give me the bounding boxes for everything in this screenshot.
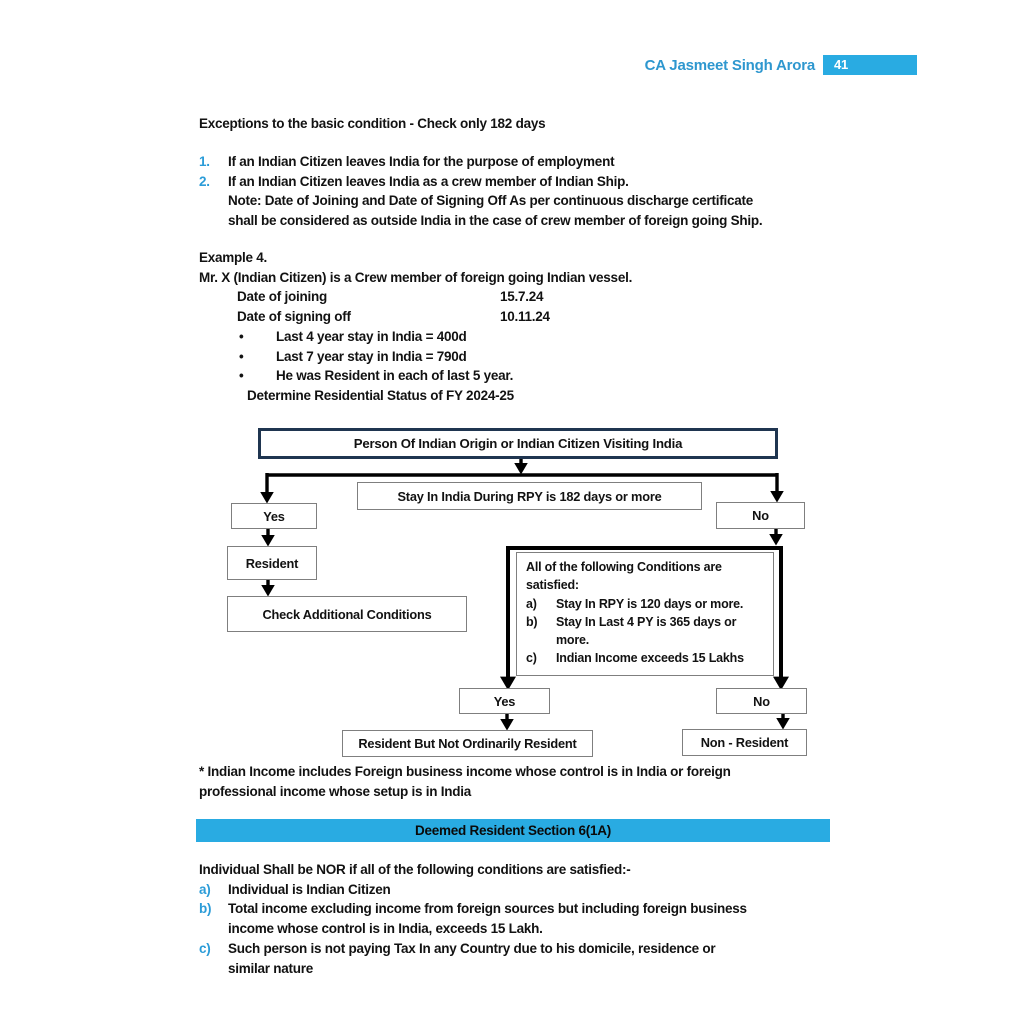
footnote [199,762,731,801]
example-title: Example 4. [199,250,268,265]
list-item [199,152,762,172]
conditions-title: satisfied: [526,578,579,593]
bullet-text: Last 7 year stay in India = 790d [276,348,467,364]
flow-yes-top-box: Yes [231,503,317,529]
flow-conditions-box [516,552,774,676]
exceptions-heading: Exceptions to the basic condition - Check only 182 days [199,116,546,131]
conditions-title: All of the following Conditions are [526,560,722,574]
nor-marker: c) [199,940,211,956]
flow-resident-box: Resident [227,546,317,580]
bullet-icon: • [239,348,244,364]
nor-item [199,880,747,900]
row-label: Date of joining [237,289,327,305]
example-row [237,307,632,327]
nor-item [199,899,747,919]
condition-marker: a) [526,596,537,611]
list-marker: 1. [199,154,210,169]
condition-text: Stay In RPY is 120 days or more. [556,596,744,611]
bullet-text: Last 4 year stay in India = 400d [276,328,467,344]
example-row [237,287,632,307]
bullet-icon: • [239,328,244,344]
condition-item [526,649,769,667]
row-label: Date of signing off [237,309,351,325]
flow-no-bottom-box: No [716,688,807,714]
nor-item [199,939,747,959]
note-line: shall be considered as outside India in the case of crew member of foreign going Ship. [228,213,763,229]
bullet-item [239,347,632,367]
flow-yes-bottom-box: Yes [459,688,550,714]
note-line: Note: Date of Joining and Date of Signing Off As per continuous discharge certificate [228,193,754,209]
flow-question-box: Stay In India During RPY is 182 days or more [357,482,702,510]
section-banner: Deemed Resident Section 6(1A) [196,819,830,842]
condition-text: Stay In Last 4 PY is 365 days or [556,614,737,629]
page-number: 41 [834,57,848,72]
author-name: CA Jasmeet Singh Arora [644,57,815,74]
flow-rbnor-box: Resident But Not Ordinarily Resident [342,730,593,757]
flow-root-box: Person Of Indian Origin or Indian Citizen Visiting India [258,428,778,459]
nor-item-text: income whose control is in India, exceeds 15 Lakh. [228,921,543,937]
row-value: 10.11.24 [500,309,550,325]
bullet-text: He was Resident in each of last 5 year. [276,368,514,384]
page-number-badge [823,55,917,75]
list-item [199,172,762,192]
list-item-text: If an Indian Citizen leaves India for the purpose of employment [228,154,615,169]
nor-item-text: Individual is Indian Citizen [228,881,391,897]
row-value: 15.7.24 [500,289,544,305]
nor-item-text: Such person is not paying Tax In any Country due to his domicile, residence or [228,940,716,956]
nor-item-text: similar nature [228,960,314,976]
condition-marker: c) [526,651,537,666]
nor-item-text: Total income excluding income from foreign sources but including foreign business [228,901,747,917]
nor-heading: Individual Shall be NOR if all of the following conditions are satisfied:- [199,862,631,877]
nor-marker: a) [199,881,211,897]
footnote-line: professional income whose setup is in India [199,783,472,799]
list-item-text: If an Indian Citizen leaves India as a crew member of Indian Ship. [228,173,629,189]
example-question: Determine Residential Status of FY 2024-25 [247,387,514,403]
example-block [199,248,632,406]
footnote-line: * Indian Income includes Foreign business income whose control is in India or foreign [199,764,731,779]
condition-item [526,595,769,613]
bullet-item [239,327,632,347]
flow-non-resident-box: Non - Resident [682,729,807,756]
nor-section [199,860,747,978]
flow-check-conditions-box: Check Additional Conditions [227,596,467,632]
condition-item [526,613,769,631]
condition-marker: b) [526,614,538,629]
condition-text: more. [556,633,590,648]
condition-text: Indian Income exceeds 15 Lakhs [556,651,744,666]
example-subtitle: Mr. X (Indian Citizen) is a Crew member of foreign going Indian vessel. [199,269,633,285]
bullet-item [239,366,632,386]
bullet-icon: • [239,368,244,384]
flow-no-top-box: No [716,502,805,529]
list-marker: 2. [199,173,210,189]
nor-marker: b) [199,901,212,917]
exceptions-list [199,152,762,231]
